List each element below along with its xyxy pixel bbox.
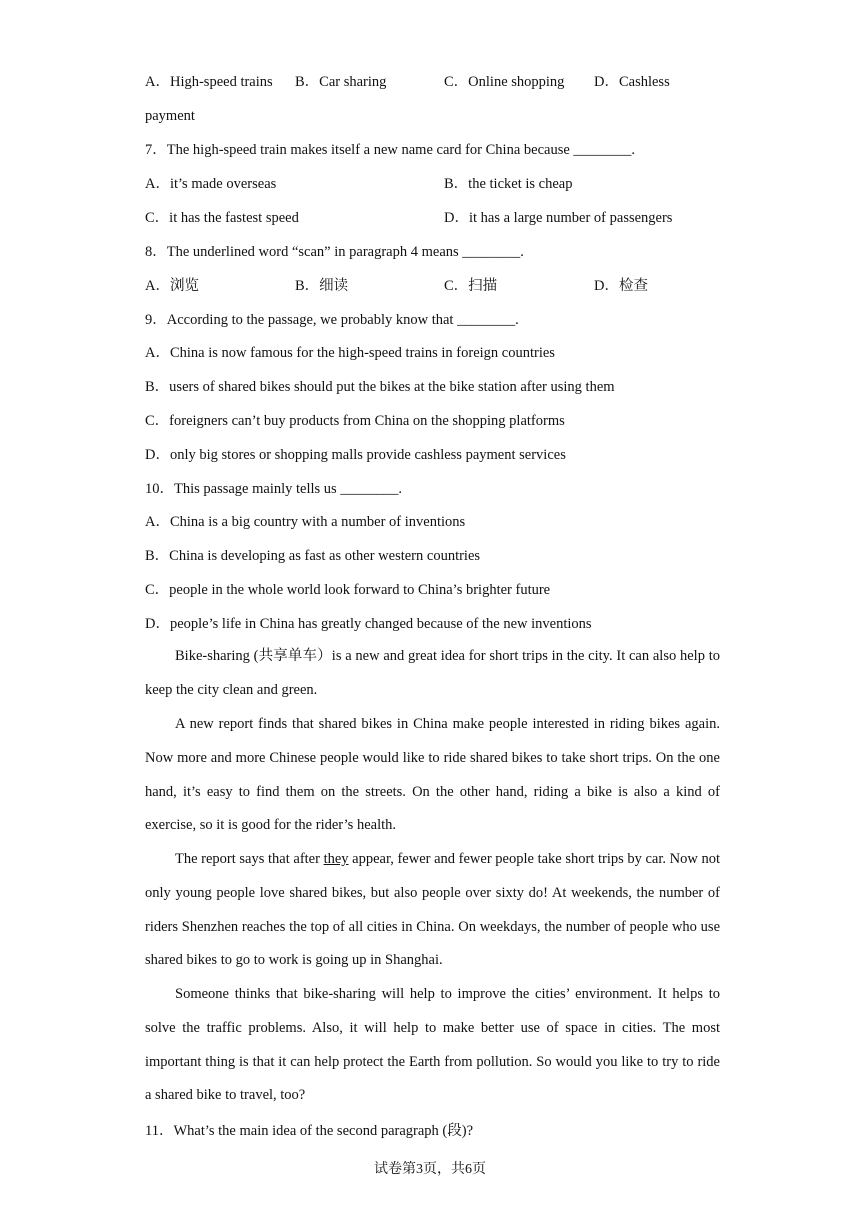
passage-paragraph-2 bbox=[145, 708, 720, 843]
q10-option-b: B．China is developing as fast as other western countries bbox=[145, 548, 481, 564]
q7-option-c: C．it has the fastest speed bbox=[145, 210, 299, 226]
passage-paragraph-3-text bbox=[145, 843, 720, 978]
q9-option-c: C．foreigners can’t buy products from China on the shopping platforms bbox=[145, 413, 565, 429]
q8-option-b: B．细读 bbox=[295, 278, 349, 294]
page-footer: 试卷第3页，共6页 bbox=[374, 1162, 486, 1177]
underlined-word-they: they bbox=[323, 851, 349, 867]
q9-option-a: A．China is now famous for the high-speed trains in foreign countries bbox=[145, 345, 555, 361]
q11-stem: 11．What’s the main idea of the second paragraph (段)? bbox=[145, 1123, 474, 1139]
q7-stem: 7．The high-speed train makes itself a new name card for China because ________. bbox=[145, 142, 636, 158]
q9-stem: 9．According to the passage, we probably know that ________. bbox=[145, 312, 519, 328]
passage-paragraph-3 bbox=[145, 843, 720, 978]
q6-option-c: C．Online shopping bbox=[444, 74, 565, 90]
q6-option-d-continued: payment bbox=[145, 108, 195, 124]
q7-option-b: B．the ticket is cheap bbox=[444, 176, 573, 192]
q10-option-c: C．people in the whole world look forward to China’s brighter future bbox=[145, 582, 551, 598]
passage-paragraph-2-text: A new report finds that shared bikes in China make people interested in riding bikes again. Now more and more Chinese people would like to ride shared bikes to take short trips. On the one hand, it’s easy to find them on the streets. On the other hand, riding a bike is also a kind of exercise, so it is good for the rider’s health. bbox=[145, 716, 720, 834]
q9-option-b: B．users of shared bikes should put the bikes at the bike station after using them bbox=[145, 379, 615, 395]
passage-paragraph-1-text: Bike-sharing (共享单车）is a new and great idea for short trips in the city. It can also help to keep the city clean and green. bbox=[145, 648, 720, 698]
passage-paragraph-4 bbox=[145, 978, 720, 1113]
q8-option-d: D．检查 bbox=[594, 278, 648, 294]
passage-paragraph-4-text: Someone thinks that bike-sharing will help to improve the cities’ environment. It helps to solve the traffic problems. Also, it will help to make better use of space in cities. The most important thing is that it can help protect the Earth from pollution. So would you like to try to ride a shared bike to travel, too? bbox=[145, 986, 720, 1104]
q6-option-d: D．Cashless bbox=[594, 74, 670, 90]
q7-option-d: D．it has a large number of passengers bbox=[444, 210, 673, 226]
p3-text-after: appear, fewer and fewer people take short trips by car. Now not only young people love shared bikes, but also people over sixty do! At weekends, the number of riders Shenzhen reaches the top of all cities in China. On weekdays, the number of people who use shared bikes to go to work is going up in Shanghai. bbox=[145, 851, 721, 969]
q9-option-d: D．only big stores or shopping malls provide cashless payment services bbox=[145, 447, 566, 463]
p3-text-before: The report says that after bbox=[175, 851, 324, 867]
q6-option-a: A．High-speed trains bbox=[145, 74, 273, 90]
q8-option-a: A．浏览 bbox=[145, 278, 199, 294]
q8-stem: 8．The underlined word “scan” in paragraph 4 means ________. bbox=[145, 244, 524, 260]
q7-option-a: A．it’s made overseas bbox=[145, 176, 277, 192]
passage-paragraph-1 bbox=[145, 640, 720, 708]
q6-option-b: B．Car sharing bbox=[295, 74, 387, 90]
q10-option-a: A．China is a big country with a number of inventions bbox=[145, 514, 466, 530]
q8-option-c: C．扫描 bbox=[444, 278, 498, 294]
q10-stem: 10．This passage mainly tells us ________. bbox=[145, 481, 402, 497]
q10-option-d: D．people’s life in China has greatly changed because of the new inventions bbox=[145, 616, 592, 632]
